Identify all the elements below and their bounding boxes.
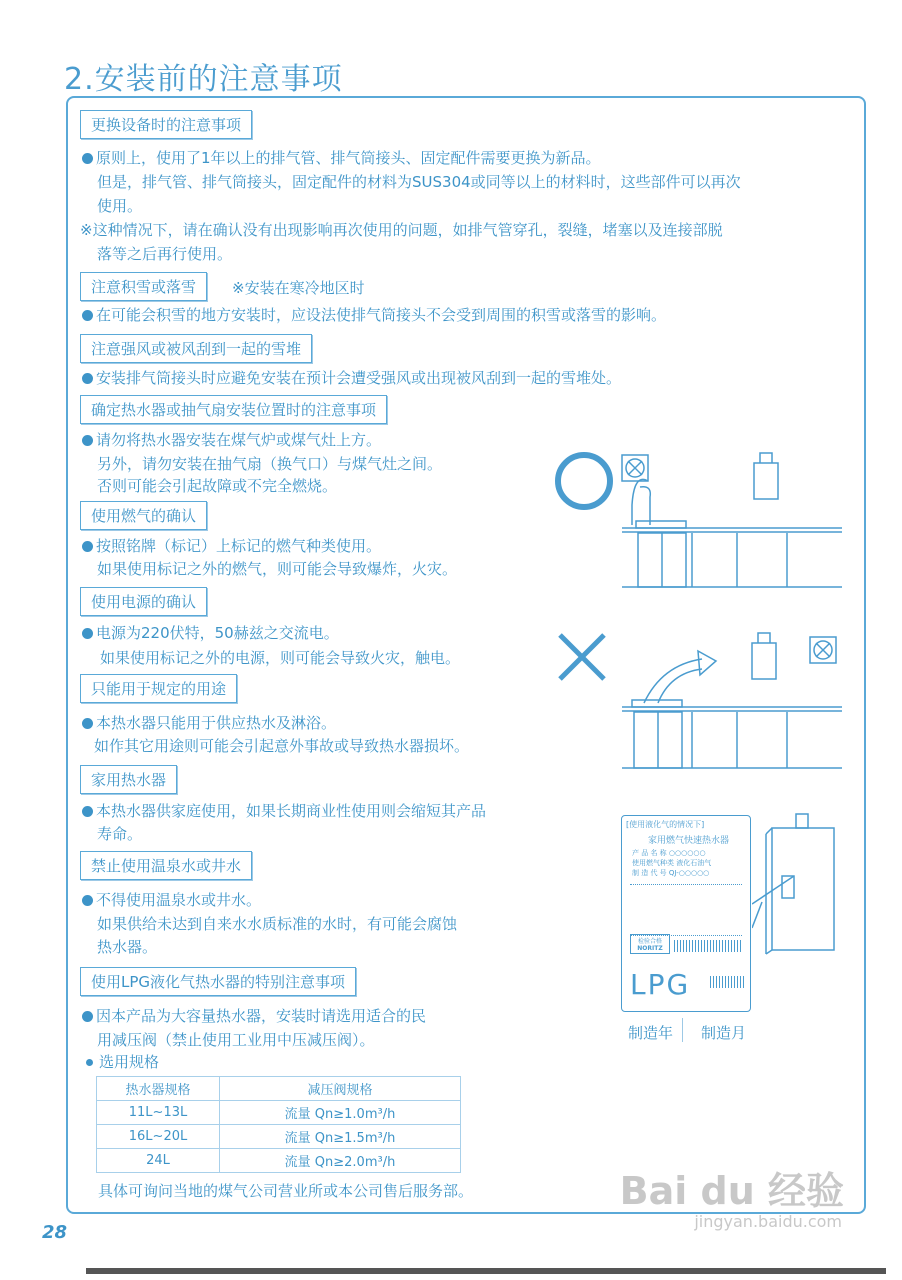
heater-icon xyxy=(752,633,776,679)
section-header-household: 家用热水器 xyxy=(80,765,177,794)
s6-line-1: 电源为220伏特，50赫兹之交流电。 xyxy=(82,622,339,644)
watermark-url: jingyan.baidu.com xyxy=(694,1212,842,1231)
cold-region-note: ※安装在寒冷地区时 xyxy=(232,279,365,297)
table-header-cell: 减压阀规格 xyxy=(220,1077,461,1101)
valve-spec-table xyxy=(96,1076,461,1173)
section-header-snow: 注意积雪或落雪 xyxy=(80,272,207,301)
s7-line-2: 如作其它用途则可能会引起意外事故或导致热水器损坏。 xyxy=(94,737,470,755)
fan-icon xyxy=(622,455,648,481)
barcode-icon xyxy=(674,940,742,952)
section-header-gas: 使用燃气的确认 xyxy=(80,501,207,530)
cross-ng-icon xyxy=(560,635,604,679)
table-cell: 流量 Qn≥2.0m³/h xyxy=(220,1149,461,1173)
wrong-install-illustration xyxy=(552,625,852,775)
s1-line-2: 但是，排气管、排气筒接头，固定配件的材料为SUS304或同等以上的材料时，这些部件可以再次 xyxy=(97,173,741,191)
watermark-logo: Bai du 经验 xyxy=(619,1169,844,1213)
bullet-icon xyxy=(82,718,93,729)
label-badge-text: 检验合格 xyxy=(637,938,662,945)
s5-line-2: 如果使用标记之外的燃气，则可能会导致爆炸，火灾。 xyxy=(97,560,458,578)
bullet-icon xyxy=(82,806,93,817)
heater-icon xyxy=(754,453,778,499)
kitchen-counter xyxy=(622,700,842,768)
label-row: 使用燃气种类 液化石油气 xyxy=(632,859,712,867)
label-row: 制 造 代 号 QJ-○○○○○ xyxy=(632,869,710,877)
section-header-lpg: 使用LPG液化气热水器的特别注意事项 xyxy=(80,967,356,996)
label-badge-brand: NORITZ xyxy=(637,945,663,952)
s10-line-2: 用减压阀（禁止使用工业用中压减压阀）。 xyxy=(97,1031,375,1049)
table-header-cell: 热水器规格 xyxy=(97,1077,220,1101)
table-cell: 11L~13L xyxy=(97,1101,220,1125)
s10-sub: 选用规格 xyxy=(86,1051,159,1073)
bullet-icon xyxy=(82,310,93,321)
correct-install-illustration xyxy=(552,445,852,595)
s3-line-1: 安装排气筒接头时应避免安装在预计会遭受强风或出现被风刮到一起的雪堆处。 xyxy=(82,367,621,389)
section-header-power: 使用电源的确认 xyxy=(80,587,207,616)
label-lpg: LPG xyxy=(630,968,691,1001)
fan-icon xyxy=(810,637,836,663)
bullet-icon xyxy=(82,435,93,446)
table-header-row xyxy=(97,1077,461,1101)
bullet-icon xyxy=(82,628,93,639)
label-month: 制造月 xyxy=(701,1024,747,1042)
table-cell: 流量 Qn≥1.5m³/h xyxy=(220,1125,461,1149)
s4-line-2: 另外，请勿安装在抽气扇（换气口）与煤气灶之间。 xyxy=(97,455,443,473)
kitchen-counter xyxy=(622,521,842,587)
table-cell: 24L xyxy=(97,1149,220,1173)
water-heater-sketch xyxy=(752,808,842,958)
s5-line-1: 按照铭牌（标记）上标记的燃气种类使用。 xyxy=(82,535,381,557)
s9-line-2: 如果供给未达到自来水水质标准的水时，有可能会腐蚀 xyxy=(97,915,458,933)
section-header-water: 禁止使用温泉水或井水 xyxy=(80,851,252,880)
s10-footer: 具体可询问当地的煤气公司营业所或本公司售后服务部。 xyxy=(98,1182,474,1200)
bullet-icon xyxy=(82,541,93,552)
barcode-icon xyxy=(710,976,744,988)
s1-line-3: 使用。 xyxy=(97,197,143,215)
s4-line-3: 否则可能会引起故障或不完全燃烧。 xyxy=(97,477,338,495)
section-header-wind: 注意强风或被风刮到一起的雪堆 xyxy=(80,334,312,363)
label-spec-area xyxy=(630,884,742,936)
section-header-usage: 只能用于规定的用途 xyxy=(80,674,237,703)
s9-line-3: 热水器。 xyxy=(97,938,158,956)
s8-line-2: 寿命。 xyxy=(97,825,143,843)
s8-line-1: 本热水器供家庭使用，如果长期商业性使用则会缩短其产品 xyxy=(82,800,486,822)
s4-line-1: 请勿将热水器安装在煤气炉或煤气灶上方。 xyxy=(82,429,381,451)
s1-line-5: 落等之后再行使用。 xyxy=(97,245,233,263)
table-row xyxy=(97,1125,461,1149)
label-product-name: 家用燃气快速热水器 xyxy=(648,836,730,846)
bullet-icon xyxy=(82,895,93,906)
label-row: 产 品 名 称 ○○○○○○ xyxy=(632,849,706,857)
bullet-icon xyxy=(82,373,93,384)
s9-line-1: 不得使用温泉水或井水。 xyxy=(82,889,261,911)
label-badge xyxy=(630,934,670,954)
table-row xyxy=(97,1149,461,1173)
divider xyxy=(682,1018,683,1042)
table-cell: 流量 Qn≥1.0m³/h xyxy=(220,1101,461,1125)
label-year: 制造年 xyxy=(628,1024,674,1042)
section-header-position: 确定热水器或抽气扇安装位置时的注意事项 xyxy=(80,395,387,424)
bottom-bar xyxy=(86,1268,886,1274)
s1-line-1: 原则上，使用了1年以上的排气管、排气筒接头、固定配件需要更换为新品。 xyxy=(82,147,601,169)
table-row xyxy=(97,1101,461,1125)
page-title: 2.安装前的注意事项 xyxy=(64,62,343,97)
bullet-icon xyxy=(86,1059,93,1066)
bullet-icon xyxy=(82,153,93,164)
page-number: 28 xyxy=(42,1222,68,1243)
s2-line-1: 在可能会积雪的地方安装时，应设法使排气筒接头不会受到周围的积雪或落雪的影响。 xyxy=(82,304,666,326)
s10-line-1: 因本产品为大容量热水器，安装时请选用适合的民 xyxy=(82,1005,426,1027)
label-top: [使用液化气的情况下] xyxy=(626,820,705,829)
section-header-replace: 更换设备时的注意事项 xyxy=(80,110,252,139)
s7-line-1: 本热水器只能用于供应热水及淋浴。 xyxy=(82,712,336,734)
circle-ok-icon xyxy=(558,455,610,507)
table-cell: 16L~20L xyxy=(97,1125,220,1149)
s6-line-2: 如果使用标记之外的电源，则可能会导致火灾，触电。 xyxy=(100,649,461,667)
s1-line-4: ※这种情况下，请在确认没有出现影响再次使用的问题，如排气管穿孔，裂缝，堵塞以及连接部脱 xyxy=(80,221,723,239)
bullet-icon xyxy=(82,1011,93,1022)
rating-label xyxy=(621,815,751,1012)
